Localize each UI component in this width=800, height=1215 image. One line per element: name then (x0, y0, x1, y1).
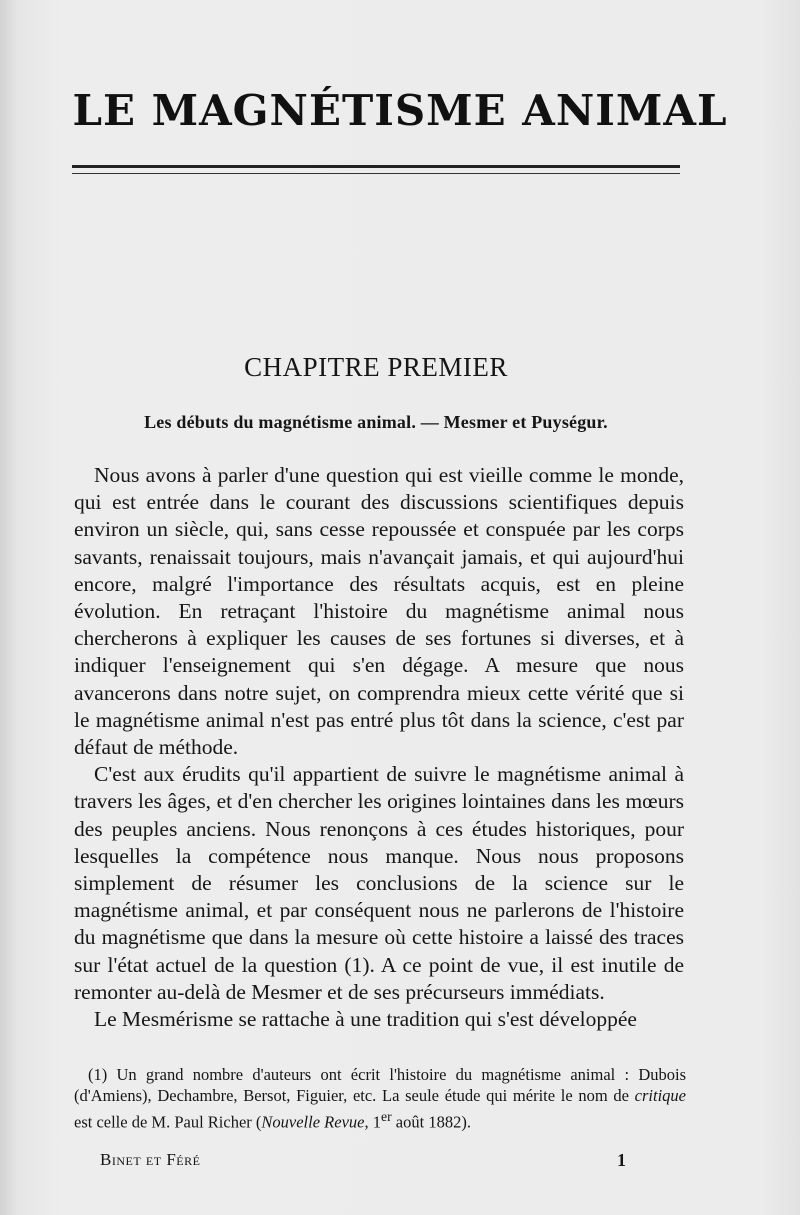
body-text (74, 462, 684, 1033)
page-number: 1 (617, 1150, 626, 1170)
title-rule-thin (72, 173, 680, 174)
footnote-marker: (1) (88, 1065, 108, 1084)
chapter-subtitle: Les débuts du magnétisme animal. — Mesmer et Puységur. (144, 412, 608, 432)
footnote-text (74, 1064, 686, 1133)
footnote-superscript: er (380, 1109, 392, 1124)
chapter-heading: CHAPITRE PREMIER (244, 352, 508, 382)
printer-signature: Binet et Féré (100, 1150, 201, 1169)
footnote-source: Nouvelle Revue (261, 1112, 365, 1132)
footnote-text-after: , 1 (364, 1112, 381, 1132)
running-title: LE MAGNÉTISME ANIMAL (72, 86, 728, 135)
footnote-italic-word: critique (634, 1086, 686, 1105)
paragraph-3: Le Mesmérisme se rattache à une tradition qui s'est développée (94, 1007, 637, 1032)
footnote-text-before: Un grand nombre d'auteurs ont écrit l'histoire du magnétisme animal : Dubois (d'Amiens), Dechambre, Bersot, Figuier, etc. La seule étude qui mérite le nom de (74, 1065, 686, 1105)
footnote (74, 1064, 686, 1133)
paragraph-1: Nous avons à parler d'une question qui est vieille comme le monde, qui est entrée dans le courant des discussions scientifiques depuis environ un siècle, qui, sans cesse repoussée et conspuée par les corps savants, renaissait toujours, mais n'avançait jamais, et qui aujourd'hui encore, malgré l'importance des résultats acquis, est en pleine évolution. En retraçant l'histoire du magnétisme animal nous chercherons à expliquer les causes de ses fortunes si diverses, et à indiquer l'enseignement qui s'en dégage. A mesure que nous avancerons dans notre sujet, on comprendra mieux cette vérité que si le magnétisme animal n'est pas entré plus tôt dans la science, c'est par défaut de méthode. (74, 463, 684, 760)
paragraph-2: C'est aux érudits qu'il appartient de suivre le magnétisme animal à travers les âges, et d'en chercher les origines lointaines dans les mœurs des peuples anciens. Nous renonçons à ces études historiques, pour lesquelles la compétence nous manque. Nous nous proposons simplement de résumer les conclusions de la science sur le magnétisme animal, et par conséquent nous ne parlerons de l'histoire du magnétisme que dans la mesure où cette histoire a laissé des traces sur l'état actuel de la question (1). A ce point de vue, il est inutile de remonter au-delà de Mesmer et de ses précurseurs immédiats. (74, 762, 684, 1004)
footnote-text-end: août 1882). (391, 1112, 471, 1132)
footnote-text-middle: est celle de M. Paul Richer ( (74, 1112, 262, 1132)
page-footer (100, 1150, 626, 1171)
title-rule-thick (72, 165, 680, 168)
